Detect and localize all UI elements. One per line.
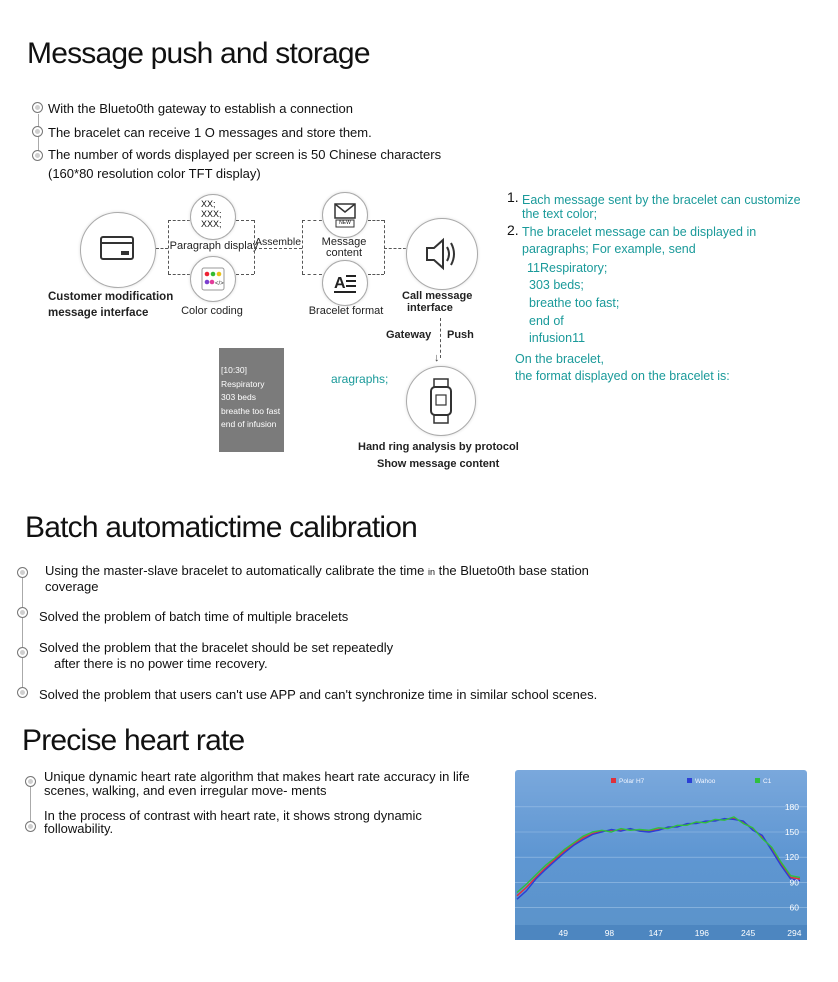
- bullet-marker: [17, 647, 28, 658]
- s3-bullet-1-cont: scenes, walking, and even irregular move- ments: [44, 783, 327, 798]
- screen-line: end of infusion: [221, 419, 277, 429]
- s3-bullet-2: In the process of contrast with heart rate, it shows strong dynamic: [44, 808, 422, 823]
- connector: [236, 220, 254, 221]
- heart-rate-chart: [515, 770, 807, 940]
- screen-line: breathe too fast: [221, 405, 281, 416]
- example-line-2: 303 beds;: [529, 278, 584, 292]
- paragraph-sample: XX; XXX; XXX;: [201, 199, 222, 229]
- color-label: Color coding: [181, 305, 243, 317]
- x-tick-label: 98: [604, 928, 615, 938]
- bullet-marker: [32, 150, 43, 161]
- new-badge: NEW: [339, 220, 351, 226]
- customer-circle: [80, 212, 156, 288]
- screen-line: [10:30]: [221, 365, 247, 375]
- note-2-line-b: paragraphs; For example, send: [522, 242, 696, 256]
- note-2-line-a: The bracelet message can be displayed in: [522, 225, 757, 239]
- y-tick-label: 150: [784, 827, 799, 837]
- format-label: Bracelet format: [308, 305, 384, 317]
- section3-title: Precise heart rate: [22, 724, 245, 757]
- window-icon: [81, 213, 155, 287]
- legend-swatch: [755, 778, 760, 783]
- screen-line: 303 beds: [221, 392, 256, 402]
- hand-label-2: Show message content: [377, 458, 500, 470]
- assemble-label: Assemble: [254, 236, 302, 248]
- message-label-1: Message: [321, 236, 367, 248]
- screen-text: [221, 364, 280, 432]
- connector: [302, 274, 322, 275]
- push-label: Push: [447, 329, 474, 341]
- connector: [302, 220, 303, 274]
- s3-bullet-1: Unique dynamic heart rate algorithm that makes heart rate accuracy in life: [44, 769, 470, 784]
- bullet-marker: [17, 567, 28, 578]
- s1-bullet-3-cont: (160*80 resolution color TFT display): [48, 166, 261, 181]
- legend-label: Polar H7: [619, 778, 645, 785]
- s1-bullet-2: The bracelet can receive 1 O messages and store them.: [48, 125, 372, 140]
- connector: [168, 274, 190, 275]
- bullet-marker: [32, 102, 43, 113]
- s3-bullet-2-cont: followability.: [44, 821, 114, 836]
- format-circle: [322, 260, 368, 306]
- connector: [168, 220, 190, 221]
- legend-label: Wahoo: [695, 778, 716, 785]
- bullet-marker: [17, 687, 28, 698]
- hand-ring-circle: [406, 366, 476, 436]
- screen-line: Respiratory: [221, 378, 265, 389]
- connector: [368, 274, 384, 275]
- bullet-marker: [32, 126, 43, 137]
- connector: [384, 220, 385, 274]
- y-tick-label: 120: [784, 852, 799, 863]
- example-line-4: end of: [529, 314, 564, 328]
- connector: [368, 220, 384, 221]
- example-line-3: breathe too fast;: [529, 296, 620, 310]
- y-tick-label: 90: [789, 877, 799, 888]
- s2-bullet-1-b: the Blueto0th base station: [434, 563, 589, 578]
- call-label-1: Call message: [402, 290, 473, 302]
- s2-bullet-1-a: Using the master-slave bracelet to automatically calibrate the time: [45, 563, 428, 578]
- x-tick-label: 49: [558, 928, 568, 938]
- section1-title: Message push and storage: [27, 37, 370, 70]
- watch-icon: [407, 367, 475, 435]
- s2-bullet-1: [45, 563, 589, 580]
- connector: [254, 248, 302, 249]
- example-line-1: 11Respiratory;: [527, 261, 608, 275]
- call-label-2: interface: [407, 302, 453, 314]
- connector: [302, 220, 322, 221]
- y-tick-label: 180: [784, 801, 799, 812]
- palette-icon: [191, 257, 235, 301]
- bracelet-screen: [219, 348, 284, 452]
- paragraph-display-label: Paragraph display: [169, 240, 259, 252]
- note-2-number: 2.: [507, 222, 519, 238]
- section2-title: Batch automatictime calibration: [25, 511, 418, 544]
- s1-bullet-1: With the Blueto0th gateway to establish a connection: [48, 101, 353, 116]
- text-format-icon: [323, 261, 367, 305]
- s1-bullet-3: The number of words displayed per screen is 50 Chinese characters: [48, 147, 442, 162]
- x-tick-label: 245: [741, 928, 756, 938]
- message-label-2: content: [325, 247, 363, 259]
- connector: [440, 318, 441, 358]
- s2-bullet-1-in: in: [427, 567, 435, 577]
- gateway-label: Gateway: [386, 329, 432, 341]
- connector: [236, 274, 254, 275]
- s2-bullet-3-cont: after there is no power time recovery.: [54, 656, 268, 671]
- message-circle: [322, 192, 368, 238]
- connector: [384, 248, 406, 249]
- x-tick-label: 147: [648, 928, 663, 938]
- note-1-line-a: Each message sent by the bracelet can customize: [522, 193, 801, 207]
- note-1-line-b: the text color;: [522, 207, 598, 221]
- aragraphs-label: aragraphs;: [331, 372, 389, 386]
- on-bracelet-line-2: the format displayed on the bracelet is:: [515, 369, 730, 383]
- svg-text:</>: </>: [215, 281, 224, 287]
- mail-icon: [323, 193, 367, 237]
- bullet-marker: [25, 821, 36, 832]
- legend-label: C1: [763, 778, 772, 785]
- note-1-number: 1.: [507, 189, 519, 205]
- hand-label-1: Hand ring analysis by protocol: [358, 441, 519, 453]
- call-circle: [406, 218, 478, 290]
- message-flow-diagram: [40, 190, 540, 480]
- color-circle: [190, 256, 236, 302]
- s2-bullet-2: Solved the problem of batch time of multiple bracelets: [39, 609, 349, 624]
- x-tick-label: 196: [694, 928, 709, 938]
- svg-text:A: A: [334, 275, 346, 292]
- bullet-marker: [17, 607, 28, 618]
- bullet-connector: [30, 786, 31, 826]
- bullet-marker: [25, 776, 36, 787]
- legend-swatch: [687, 778, 692, 783]
- s2-bullet-4: Solved the problem that users can't use APP and can't synchronize time in similar school scenes.: [39, 687, 598, 702]
- s2-bullet-1-cont: coverage: [45, 579, 99, 594]
- s2-bullet-3: Solved the problem that the bracelet should be set repeatedly: [39, 640, 394, 655]
- customer-label-2: message interface: [48, 307, 149, 319]
- bullet-connector: [22, 576, 23, 692]
- paragraph-circle: [190, 194, 236, 240]
- y-tick-label: 60: [789, 902, 799, 913]
- example-line-5: infusion11: [529, 331, 586, 345]
- down-arrow-icon: ↓: [434, 352, 440, 364]
- speaker-icon: [407, 219, 477, 289]
- on-bracelet-line-1: On the bracelet,: [515, 352, 604, 366]
- customer-label-1: Customer modification: [48, 291, 174, 303]
- x-tick-label: 294: [787, 928, 802, 938]
- legend-swatch: [611, 778, 616, 783]
